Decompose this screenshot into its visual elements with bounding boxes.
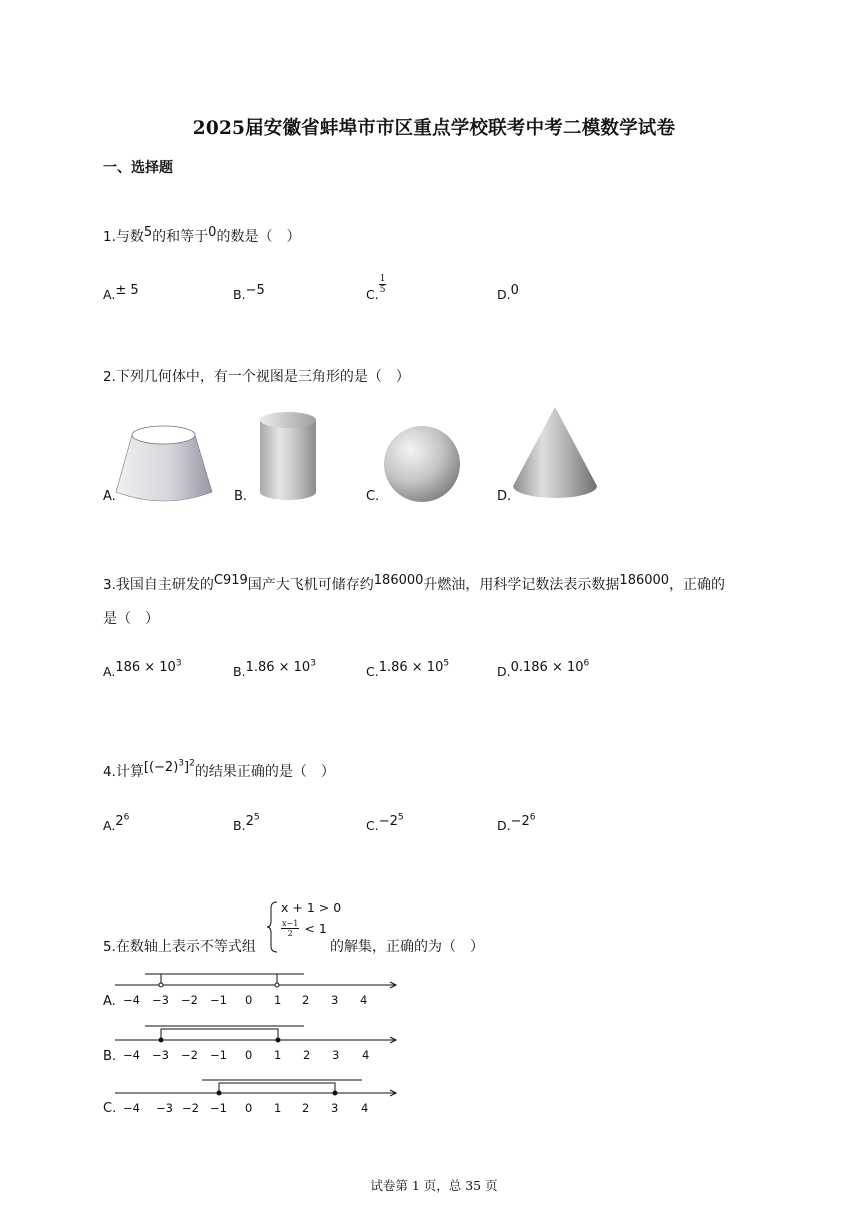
- outer-exponent: 2: [189, 758, 195, 769]
- option-value: [115, 814, 129, 829]
- option-label: C.: [366, 664, 379, 679]
- option-value: [115, 660, 181, 675]
- power-base: 186 × 10: [115, 660, 176, 675]
- option-label: D.: [497, 818, 511, 833]
- tick-label: 3: [331, 993, 339, 1007]
- question-text: 我国自主研发的: [115, 577, 214, 593]
- option-label: C.: [366, 287, 379, 302]
- question-number: 5.: [103, 939, 116, 955]
- option-c[interactable]: [366, 274, 386, 305]
- option-value: [246, 660, 316, 675]
- tick-label: 4: [361, 1101, 369, 1115]
- option-a-label[interactable]: A.: [103, 489, 116, 504]
- question-number: 1.: [103, 229, 116, 245]
- tick-label: 2: [302, 993, 310, 1007]
- math-value: 186000: [373, 573, 424, 588]
- question-text: 升燃油，用科学记数法表示数据: [423, 577, 620, 593]
- fraction-denominator: 2: [287, 929, 293, 938]
- option-value: [511, 814, 536, 829]
- option-value: 0: [510, 283, 519, 298]
- question-text: 下列几何体中，有一个视图是三角形的是（ ）: [115, 369, 410, 385]
- option-value: [379, 814, 404, 829]
- option-c-label[interactable]: C.: [103, 1101, 117, 1116]
- option-label: D.: [497, 287, 511, 302]
- fraction: [281, 919, 299, 938]
- inequality-2: [281, 918, 327, 938]
- option-b[interactable]: [233, 284, 265, 303]
- question-2: [103, 366, 410, 386]
- option-d[interactable]: [497, 284, 519, 303]
- question-number: 4.: [103, 764, 116, 780]
- fraction-numerator: x−1: [282, 919, 299, 928]
- question-text: 计算: [115, 764, 144, 780]
- question-text: ，正确的: [669, 577, 726, 593]
- question-3: [103, 574, 725, 594]
- fraction-denominator: 5: [379, 285, 386, 295]
- page-footer: 试卷第 1 页，总 35 页: [370, 1178, 498, 1193]
- question-text: 的结果正确的是（ ）: [194, 764, 335, 780]
- tick-label: 4: [360, 993, 368, 1007]
- question-text: 的解集，正确的为（ ）: [330, 939, 484, 955]
- tick-label: −2: [181, 993, 198, 1007]
- option-value: [379, 660, 449, 675]
- tick-label: −2: [182, 1101, 199, 1115]
- left-brace-icon: [266, 900, 280, 954]
- power-exponent: 6: [529, 812, 536, 823]
- tick-label: 4: [362, 1048, 370, 1062]
- inequality-rest: < 1: [304, 921, 327, 936]
- cone-icon: [510, 404, 600, 504]
- option-b-label[interactable]: B.: [234, 489, 248, 504]
- frustum-icon: [112, 420, 216, 504]
- fraction: [379, 274, 387, 295]
- question-number: 3.: [103, 577, 116, 593]
- option-label: A.: [103, 818, 116, 833]
- tick-label: −3: [156, 1101, 173, 1115]
- question-5: [103, 936, 256, 956]
- power-base: −2: [510, 814, 530, 829]
- option-a[interactable]: [103, 658, 182, 680]
- power-base: 2: [115, 814, 124, 829]
- option-d-label[interactable]: D.: [497, 489, 512, 504]
- expression-base: (−2): [148, 760, 179, 775]
- question-text: 的数是（ ）: [216, 229, 301, 245]
- option-b-label[interactable]: B.: [103, 1049, 117, 1064]
- power-exponent: 3: [175, 658, 182, 669]
- solid-interval: [115, 1080, 396, 1096]
- tick-label: −3: [152, 1048, 169, 1062]
- tick-label: 2: [302, 1101, 310, 1115]
- tick-label: 2: [303, 1048, 311, 1062]
- tick-label: −1: [210, 1048, 227, 1062]
- option-label: C.: [366, 818, 379, 833]
- tick-label: −1: [210, 993, 227, 1007]
- tick-label: −2: [181, 1048, 198, 1062]
- section-heading: 一、选择题: [103, 160, 173, 176]
- question-1: [103, 226, 300, 246]
- option-value: −5: [245, 283, 265, 298]
- power-base: 1.86 × 10: [245, 660, 311, 675]
- tick-label: 1: [274, 993, 282, 1007]
- tick-label: −4: [123, 993, 140, 1007]
- sphere-icon: [382, 424, 462, 504]
- inner-exponent: 3: [178, 758, 185, 769]
- option-d[interactable]: [497, 812, 536, 834]
- option-label: B.: [233, 818, 246, 833]
- question-3-line2: 是（ ）: [103, 611, 159, 627]
- option-c[interactable]: [366, 812, 404, 834]
- question-text: 与数: [115, 229, 144, 245]
- option-value: ± 5: [115, 283, 139, 298]
- option-a[interactable]: [103, 812, 130, 834]
- power-exponent: 6: [123, 812, 130, 823]
- option-a-label[interactable]: A.: [103, 994, 116, 1009]
- hollow-interval: [115, 974, 396, 988]
- math-value: 186000: [619, 573, 670, 588]
- math-value: 5: [143, 225, 153, 240]
- math-value: C919: [213, 573, 248, 588]
- option-label: D.: [497, 664, 511, 679]
- power-exponent: 6: [583, 658, 590, 669]
- solid-interval: [115, 1026, 396, 1043]
- tick-label: 3: [332, 1048, 340, 1062]
- option-value: [511, 660, 590, 675]
- inequality-1: x + 1 > 0: [281, 900, 342, 915]
- power-base: 2: [245, 814, 254, 829]
- tick-label: 3: [331, 1101, 339, 1115]
- tick-label: −4: [123, 1101, 140, 1115]
- cylinder-icon: [257, 410, 319, 502]
- tick-label: −4: [123, 1048, 140, 1062]
- option-b[interactable]: [233, 812, 260, 834]
- option-b[interactable]: [233, 658, 316, 680]
- question-number: 2.: [103, 369, 116, 385]
- tick-label: 1: [274, 1048, 282, 1062]
- number-line-c: [112, 1076, 402, 1118]
- tick-label: 0: [245, 993, 253, 1007]
- fraction-numerator: 1: [379, 274, 386, 284]
- tick-label: 0: [245, 1048, 253, 1062]
- option-label: B.: [233, 664, 246, 679]
- tick-label: −3: [152, 993, 169, 1007]
- question-text: 在数轴上表示不等式组: [115, 939, 256, 955]
- tick-labels: [123, 1048, 369, 1062]
- number-line-b: [112, 1022, 402, 1064]
- option-c[interactable]: [366, 658, 450, 680]
- number-line-a: [112, 968, 402, 1010]
- option-a[interactable]: [103, 284, 139, 303]
- question-text: 的和等于: [152, 229, 209, 245]
- tick-labels: [123, 993, 367, 1007]
- question-4: [103, 758, 335, 781]
- tick-label: −1: [210, 1101, 227, 1115]
- page-title: 2025届安徽省蚌埠市市区重点学校联考中考二模数学试卷: [192, 118, 676, 139]
- power-exponent: 3: [310, 658, 316, 669]
- power-base: 0.186 × 10: [510, 660, 584, 675]
- option-c-label[interactable]: C.: [366, 489, 380, 504]
- option-label: A.: [103, 664, 116, 679]
- option-label: A.: [103, 287, 116, 302]
- tick-label: 1: [274, 1101, 282, 1115]
- question-text: 国产大飞机可储存约: [247, 577, 374, 593]
- power-exponent: 5: [397, 812, 404, 823]
- power-base: −2: [378, 814, 398, 829]
- power-exponent: 5: [443, 658, 450, 669]
- tick-labels: [123, 1101, 368, 1115]
- tick-label: 0: [245, 1101, 253, 1115]
- power-exponent: 5: [253, 812, 260, 823]
- option-d[interactable]: [497, 658, 590, 680]
- option-value: [246, 814, 260, 829]
- option-label: B.: [233, 287, 246, 302]
- math-expression: $[(-2)^3]^2$: [143, 758, 195, 775]
- math-value: 0: [208, 225, 217, 240]
- power-base: 1.86 × 10: [378, 660, 444, 675]
